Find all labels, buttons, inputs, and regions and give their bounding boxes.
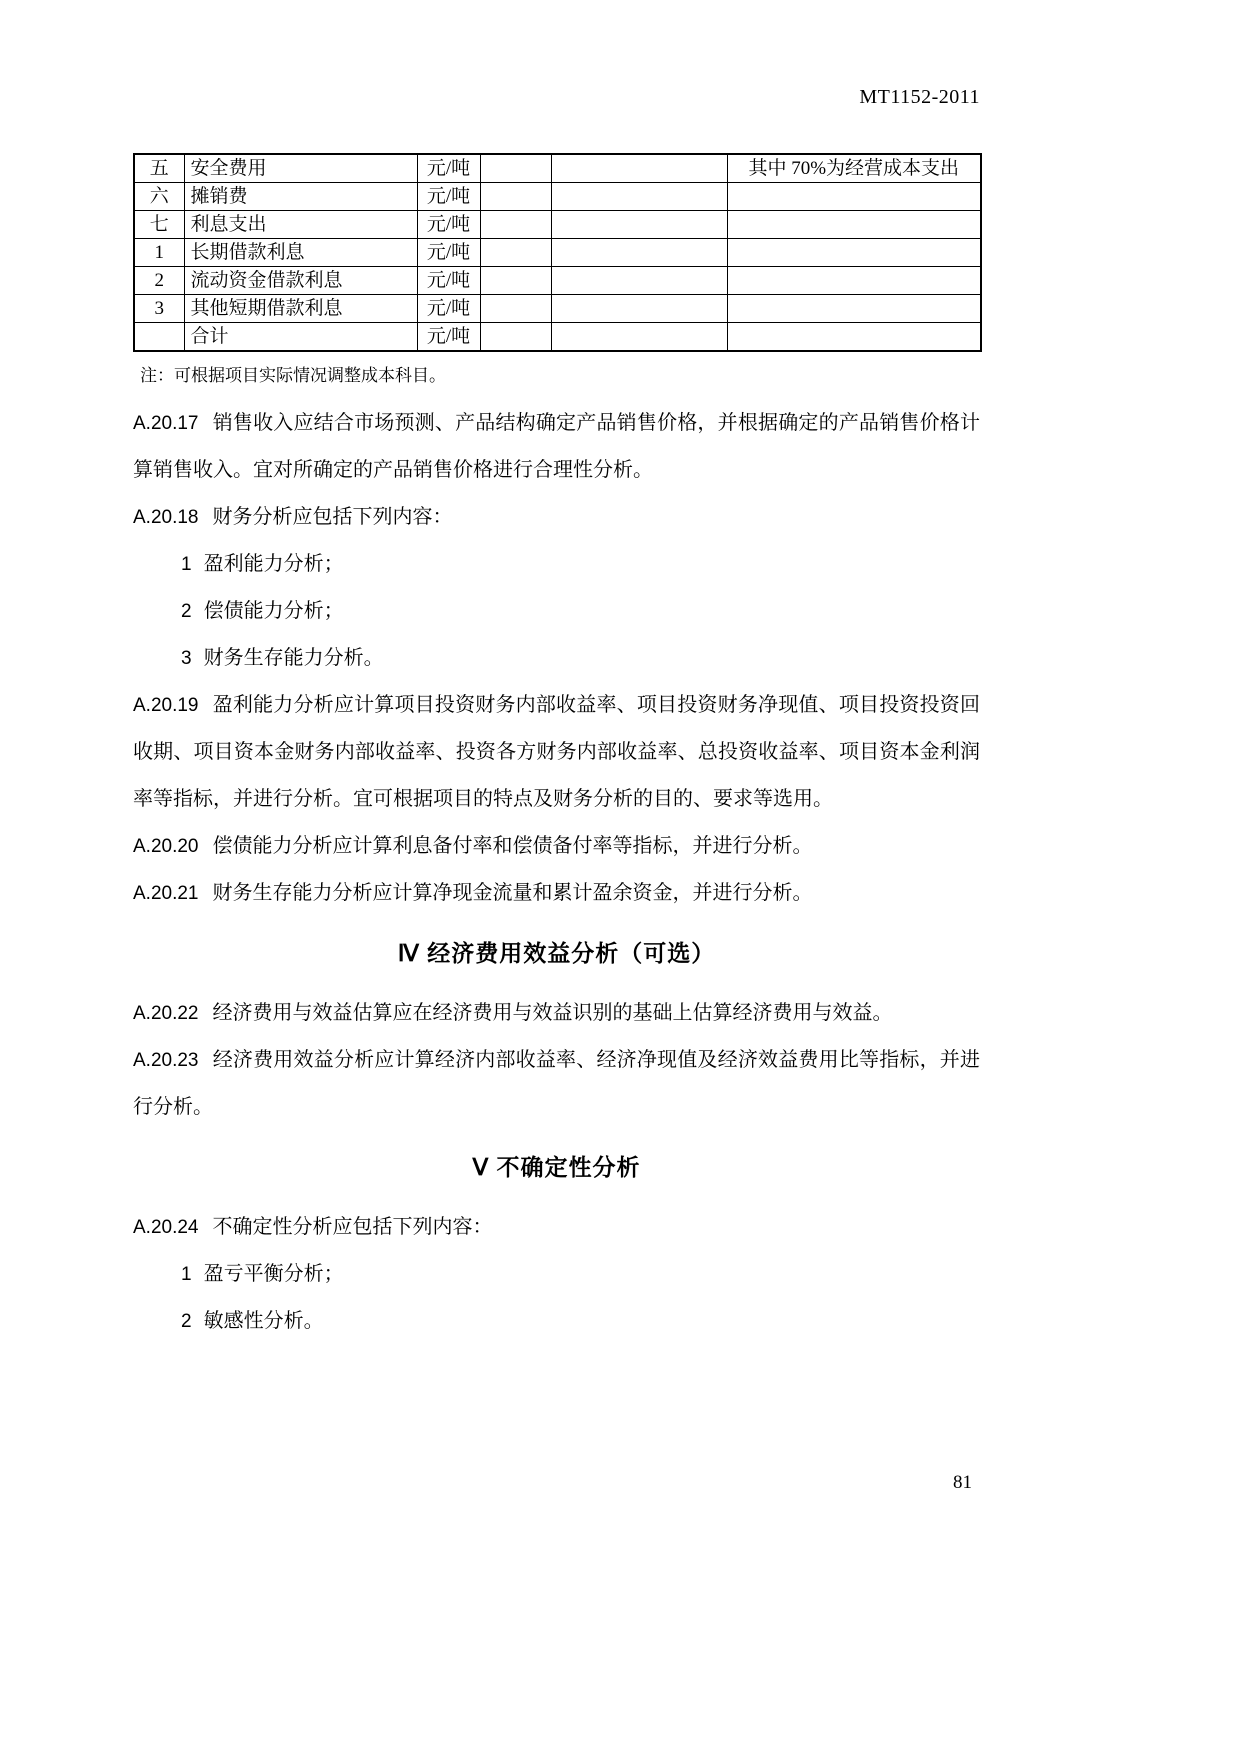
table-row bbox=[134, 211, 981, 239]
clause-a-20-23 bbox=[133, 1037, 980, 1131]
clause-a-20-21 bbox=[133, 870, 980, 917]
table-cell: 流动资金借款利息 bbox=[184, 267, 417, 295]
list-item-text: 财务生存能力分析。 bbox=[203, 647, 384, 669]
table-cell: 六 bbox=[134, 183, 184, 211]
table-row bbox=[134, 183, 981, 211]
table-cell: 元/吨 bbox=[417, 295, 480, 323]
table-cell bbox=[551, 239, 727, 267]
table-cell: 其他短期借款利息 bbox=[184, 295, 417, 323]
clause-number: A.20.24 bbox=[133, 1217, 199, 1238]
table-cell bbox=[727, 211, 981, 239]
table-cell bbox=[551, 183, 727, 211]
clause-number: A.20.20 bbox=[133, 836, 199, 857]
page-content bbox=[133, 0, 980, 1345]
clause-text: 财务分析应包括下列内容： bbox=[212, 506, 453, 528]
list-item-number: 3 bbox=[181, 648, 192, 669]
page-number: 81 bbox=[953, 1472, 972, 1493]
clause-number: A.20.22 bbox=[133, 1003, 199, 1024]
clause-a-20-22 bbox=[133, 990, 980, 1037]
table-row bbox=[134, 323, 981, 352]
table-cell: 安全费用 bbox=[184, 154, 417, 183]
clause-text: 经济费用效益分析应计算经济内部收益率、经济净现值及经济效益费用比等指标，并进行分析。 bbox=[133, 1049, 980, 1118]
clause-number: A.20.17 bbox=[133, 413, 199, 434]
table-cell: 利息支出 bbox=[184, 211, 417, 239]
table-cell bbox=[480, 295, 551, 323]
list-item-text: 盈利能力分析； bbox=[203, 553, 344, 575]
table-cell bbox=[480, 154, 551, 183]
table-cell bbox=[727, 239, 981, 267]
table-row bbox=[134, 154, 981, 183]
clause-a-20-18 bbox=[133, 494, 980, 541]
table-cell: 长期借款利息 bbox=[184, 239, 417, 267]
table-cell bbox=[551, 211, 727, 239]
table-cell: 五 bbox=[134, 154, 184, 183]
table-row bbox=[134, 295, 981, 323]
table-row bbox=[134, 239, 981, 267]
list-item bbox=[133, 588, 980, 635]
table-cell bbox=[480, 239, 551, 267]
clause-number: A.20.21 bbox=[133, 883, 199, 904]
table-note: 注：可根据项目实际情况调整成本科目。 bbox=[140, 366, 446, 385]
table-cell: 其中 70%为经营成本支出 bbox=[727, 154, 981, 183]
table-cell bbox=[480, 323, 551, 352]
table-cell: 3 bbox=[134, 295, 184, 323]
table-cell bbox=[727, 323, 981, 352]
clause-a-20-19 bbox=[133, 682, 980, 823]
table-cell bbox=[727, 295, 981, 323]
clause-text: 经济费用与效益估算应在经济费用与效益识别的基础上估算经济费用与效益。 bbox=[212, 1002, 893, 1024]
list-item-number: 1 bbox=[181, 1264, 192, 1285]
section-heading-iv: Ⅳ 经济费用效益分析（可选） bbox=[397, 940, 716, 966]
table-cell: 元/吨 bbox=[417, 211, 480, 239]
table-cell bbox=[551, 295, 727, 323]
body-text bbox=[133, 400, 980, 1345]
clause-text: 偿债能力分析应计算利息备付率和偿债备付率等指标，并进行分析。 bbox=[212, 835, 813, 857]
clause-number: A.20.19 bbox=[133, 695, 199, 716]
table-cell bbox=[551, 154, 727, 183]
cost-items-table bbox=[133, 153, 982, 352]
table-cell: 元/吨 bbox=[417, 267, 480, 295]
table-cell bbox=[480, 267, 551, 295]
table-cell bbox=[480, 183, 551, 211]
table-cell: 2 bbox=[134, 267, 184, 295]
clause-text: 不确定性分析应包括下列内容： bbox=[212, 1216, 493, 1238]
list-item bbox=[133, 635, 980, 682]
list-item-number: 1 bbox=[181, 554, 192, 575]
table-cell: 摊销费 bbox=[184, 183, 417, 211]
table-cell bbox=[727, 183, 981, 211]
section-heading-v: Ⅴ 不确定性分析 bbox=[472, 1154, 641, 1180]
table-row bbox=[134, 267, 981, 295]
table-cell bbox=[551, 267, 727, 295]
table-cell bbox=[727, 267, 981, 295]
clause-a-20-17 bbox=[133, 400, 980, 494]
list-item bbox=[133, 1251, 980, 1298]
table-cell bbox=[480, 211, 551, 239]
list-item-text: 偿债能力分析； bbox=[203, 600, 344, 622]
table-cell: 1 bbox=[134, 239, 184, 267]
table-cell: 元/吨 bbox=[417, 323, 480, 352]
table-cell bbox=[551, 323, 727, 352]
document-code: MT1152-2011 bbox=[859, 86, 980, 108]
table-cell: 合计 bbox=[184, 323, 417, 352]
clause-text: 盈利能力分析应计算项目投资财务内部收益率、项目投资财务净现值、项目投资投资回收期、项目资本金财务内部收益率、投资各方财务内部收益率、总投资收益率、项目资本金利润率等指标，并进行分析。宜可根据项目的特点及财务分析的目的、要求等选用。 bbox=[133, 694, 980, 810]
list-item-text: 盈亏平衡分析； bbox=[203, 1263, 344, 1285]
list-item bbox=[133, 541, 980, 588]
clause-number: A.20.18 bbox=[133, 507, 199, 528]
list-item-text: 敏感性分析。 bbox=[203, 1310, 324, 1332]
table-cell: 元/吨 bbox=[417, 183, 480, 211]
clause-text: 财务生存能力分析应计算净现金流量和累计盈余资金，并进行分析。 bbox=[212, 882, 813, 904]
table-cell: 七 bbox=[134, 211, 184, 239]
list-item-number: 2 bbox=[181, 601, 192, 622]
clause-number: A.20.23 bbox=[133, 1050, 199, 1071]
clause-text: 销售收入应结合市场预测、产品结构确定产品销售价格，并根据确定的产品销售价格计算销售收入。宜对所确定的产品销售价格进行合理性分析。 bbox=[133, 412, 980, 481]
list-item bbox=[133, 1298, 980, 1345]
table-cell: 元/吨 bbox=[417, 239, 480, 267]
list-item-number: 2 bbox=[181, 1311, 192, 1332]
clause-a-20-20 bbox=[133, 823, 980, 870]
table-cell: 元/吨 bbox=[417, 154, 480, 183]
clause-a-20-24 bbox=[133, 1204, 980, 1251]
table-cell bbox=[134, 323, 184, 352]
